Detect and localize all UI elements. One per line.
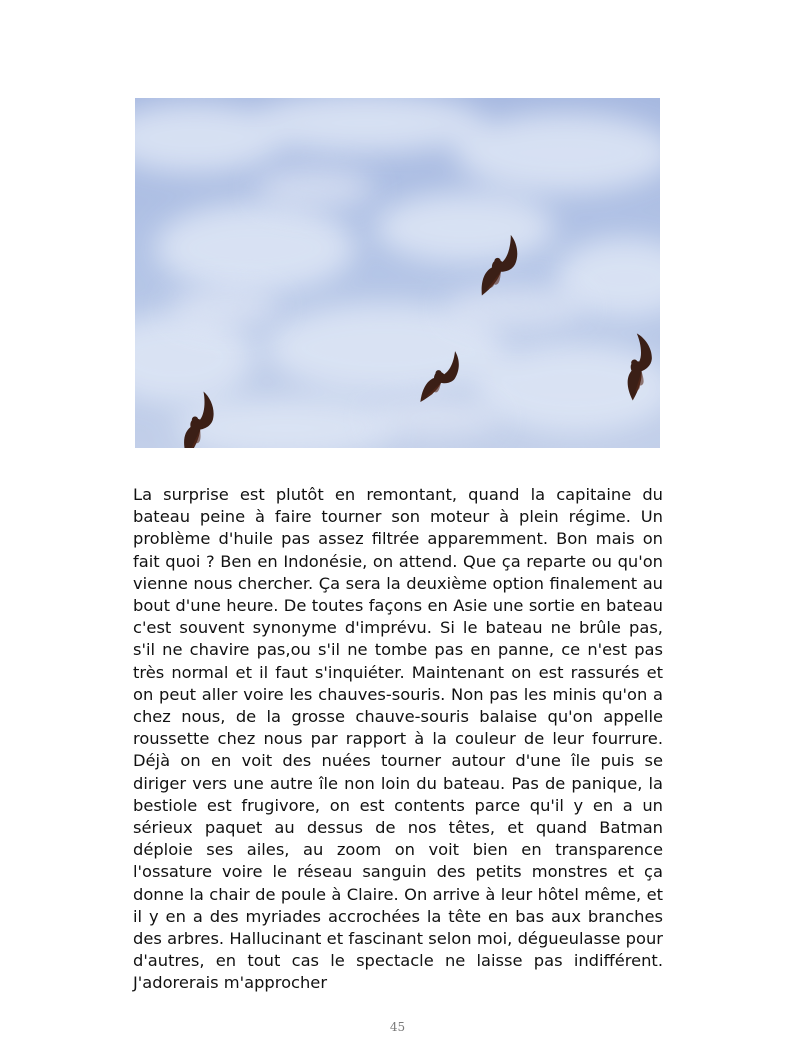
bats-in-sky-photo [135,98,660,448]
page-number: 45 [389,1020,406,1034]
body-paragraph: La surprise est plutôt en remontant, quand la capitaine du bateau peine à faire tourner son moteur à plein régime. Un problème d'huile pas assez filtrée apparemment. Bon mais on fait quoi ? Ben en Indonésie, on attend. Que ça reparte ou qu'on vienne nous chercher. Ça sera la deuxième option finalement au bout d'une heure. De toutes façons en Asie une sortie en bateau c'est souvent synonyme d'imprévu. Si le bateau ne brûle pas, s'il ne chavire pas,ou s'il ne tombe pas en panne, ce n'est pas très normal et il faut s'inquiéter. Maintenant on est rassurés et on peut aller voire les chauves-souris. Non pas les minis qu'on a chez nous, de la grosse chauve-souris balaise qu'on appelle roussette chez nous par rapport à la couleur de leur fourrure. Déjà on en voit des nuées tourner autour d'une île puis se diriger vers une autre île non loin du bateau. Pas de panique, la bestiole est frugivore, on est contents parce qu'il y en a un sérieux paquet au dessus de nos têtes, et quand Batman déploie ses ailes, au zoom on voit bien en transparence l'ossature voire le réseau sanguin des petits monstres et ça donne la chair de poule à Claire. On arrive à leur hôtel même, et il y en a des myriades accrochées la tête en bas aux branches des arbres. Hallucinant et fascinant selon moi, dégueulasse pour d'autres, en tout cas le spectacle ne laisse pas indifférent. J'adorerais m'approcher [133,485,663,993]
